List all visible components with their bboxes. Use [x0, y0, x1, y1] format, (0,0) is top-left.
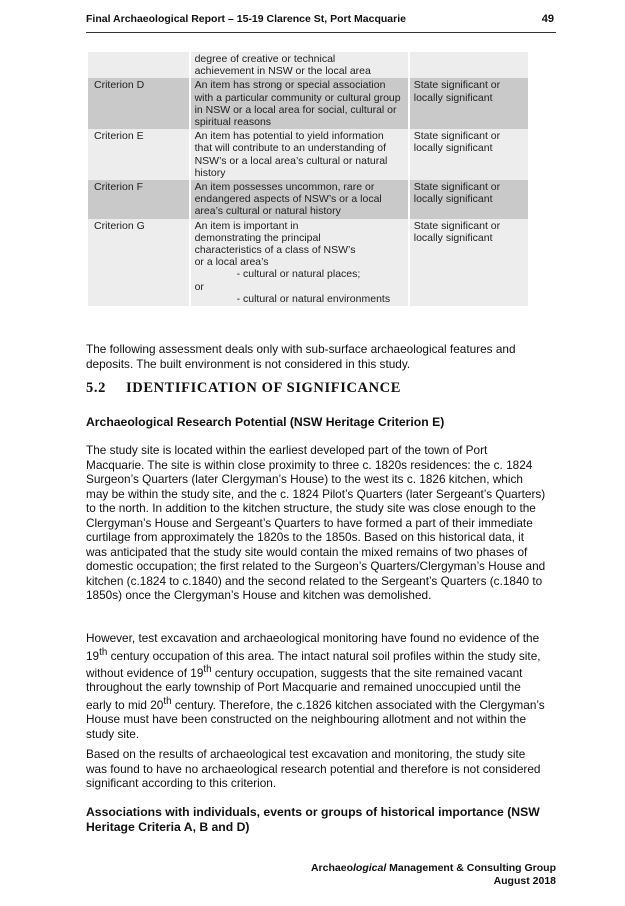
- table-cell-significance: State significant or locally significant: [410, 180, 528, 219]
- table-cell-criterion: Criterion F: [88, 180, 189, 219]
- list-item: - cultural or natural environments: [236, 292, 391, 305]
- page-header: [86, 12, 556, 33]
- table-cell-description: An item has strong or special association with a particular community or cultural group in NSW or a local area for social, cultural or spiritual reasons: [191, 78, 408, 129]
- page-footer: [311, 862, 556, 887]
- page-number: 49: [541, 13, 554, 25]
- table-cell-description: An item possesses uncommon, rare or endangered aspects of NSW’s or a local area’s cultural or natural history: [191, 180, 408, 219]
- intro-paragraph: The following assessment deals only with sub-surface archaeological features and deposits. The built environment is not considered in this study.: [86, 342, 516, 371]
- criteria-table: [86, 52, 530, 306]
- section-heading: [86, 380, 401, 397]
- table-row: [88, 180, 528, 219]
- table-cell-description: degree of creative or technical achievement in NSW or the local area: [191, 52, 408, 78]
- table-cell-criterion: Criterion E: [88, 129, 189, 180]
- table-cell-significance: State significant or locally significant: [410, 219, 528, 306]
- table-row: [88, 78, 528, 129]
- section-title: IDENTIFICATION OF SIGNIFICANCE: [126, 380, 402, 396]
- table-cell-description: An item is important in demonstrating the principal characteristics of a class of NSW’s or a local area’s - cultural or natural places; or - cultural or natural environments: [191, 219, 408, 306]
- list-item: - cultural or natural places;: [236, 268, 361, 281]
- paragraph-study-site: The study site is located within the earliest developed part of the town of Port Macquarie. The site is within close proximity to three c. 1820s residences: the c. 1824 Surgeon’s Quarters (later Clergyman’s House) to the west its c. 1826 kitchen, which may be within the study site, and the c. 1824 Pilot’s Quarters (later Sergeant’s Quarters) to the north. In addition to the kitchen structure, the study site was close enough to the Clergyman’s House and Sergeant’s Quarters to have formed a part of their immediate curtilage from approximately the 1820s to the 1850s. Based on this historical data, it was anticipated that the study site would contain the mixed remains of two phases of domestic occupation; the first related to the Surgeon’s Quarters/Clergyman’s House and kitchen (c.1824 to c.1840) and the second related to the Sergeant’s Quarters (c.1840 to 1850s) once the Clergyman’s House and kitchen was demolished.: [86, 443, 546, 602]
- table-cell-description: An item has potential to yield information that will contribute to an understanding of NSW’s or a local area’s cultural or natural history: [191, 129, 408, 180]
- table-cell-significance: State significant or locally significant: [410, 78, 528, 129]
- paragraph-results: Based on the results of archaeological test excavation and monitoring, the study site was found to have no archaeological research potential and therefore is not considered significant according to this criterion.: [86, 747, 541, 790]
- table-cell-criterion: Criterion D: [88, 78, 189, 129]
- subheading-associations: Associations with individuals, events or groups of historical importance (NSW Heritage Criteria A, B and D): [86, 805, 540, 834]
- subheading-research-potential: Archaeological Research Potential (NSW Heritage Criterion E): [86, 415, 445, 429]
- table-cell-significance: State significant or locally significant: [410, 129, 528, 180]
- report-date: August 2018: [493, 874, 556, 887]
- table-row: [88, 219, 528, 306]
- paragraph-test-excavation: However, test excavation and archaeological monitoring have found no evidence of the 19th century occupation of this area. The intact natural soil profiles within the study site, without evidence of 19th century occupation, suggests that the site remained vacant throughout the early township of Port Macquarie and remained unoccupied until the early to mid 20th century. Therefore, the c.1826 kitchen associated with the Clergyman’s House must have been constructed on the neighbouring allotment and not within the study site.: [86, 631, 545, 741]
- organisation-name: Archaeological Management & Consulting Group: [310, 862, 556, 874]
- table-row: [88, 52, 528, 78]
- table-row: [88, 129, 528, 180]
- section-number: 5.2: [86, 380, 106, 396]
- table-cell-criterion: Criterion G: [88, 219, 189, 306]
- report-title: Final Archaeological Report – 15-19 Clarence St, Port Macquarie: [86, 13, 406, 25]
